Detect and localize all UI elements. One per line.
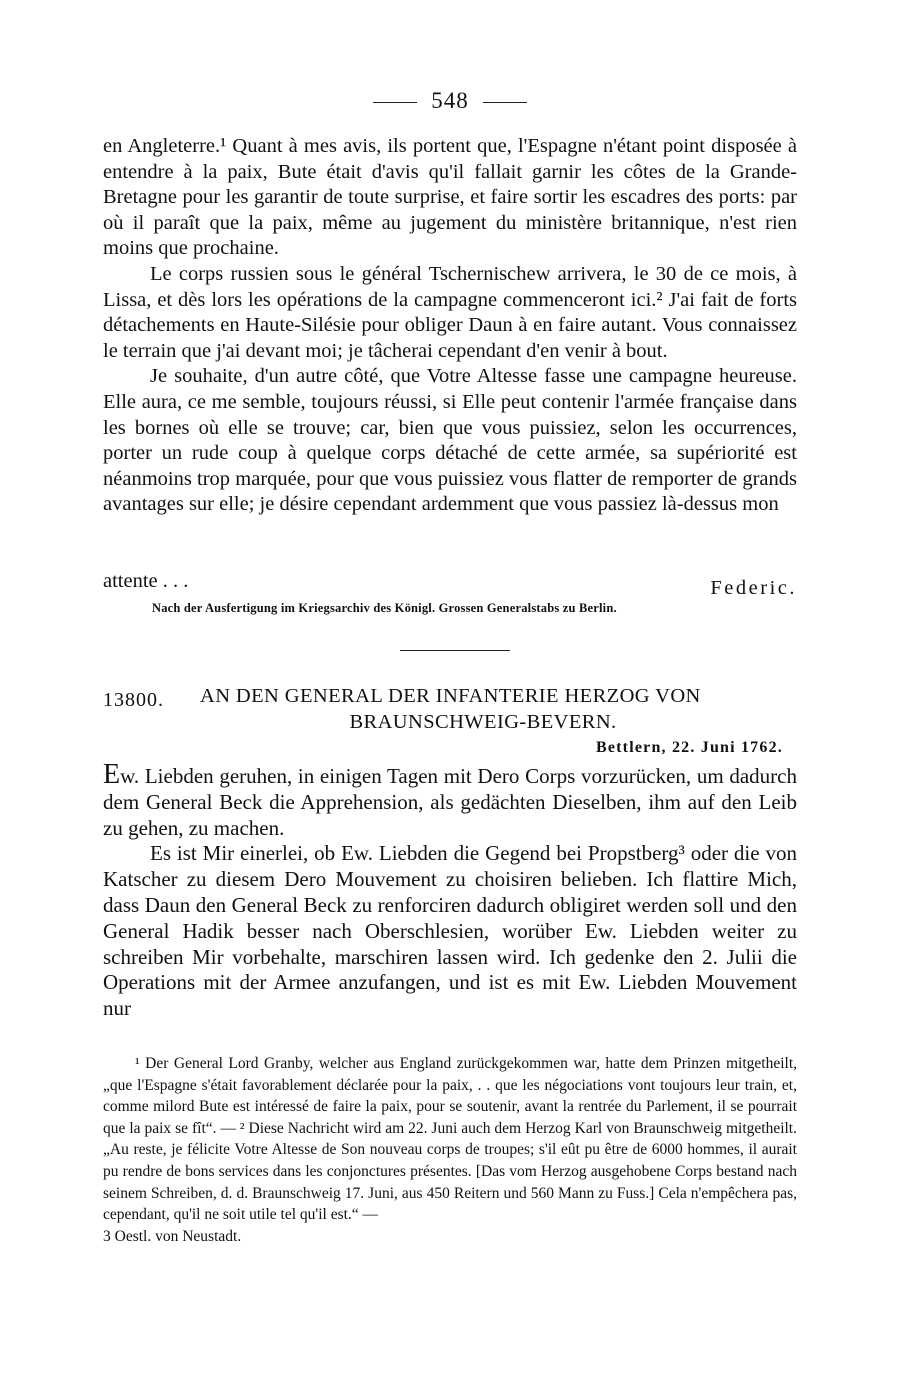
document-title-line2: BRAUNSCHWEIG-BEVERN. xyxy=(349,711,617,733)
footnote-3: 3 Oestl. von Neustadt. xyxy=(103,1227,242,1245)
document-title-line1: AN DEN GENERAL DER INFANTERIE HERZOG VON xyxy=(200,685,701,707)
initial-letter: E xyxy=(103,759,121,790)
paragraph: Je souhaite, d'un autre côté, que Votre Altesse fasse une campagne heureuse. Elle aura, ce me semble, toujours réussi, si Elle peut contenir l'armée française dans les bornes où elle se trouve; car, bien que vous puissiez, selon les occurrences, porter un rude coup à quelque corps détaché de cette armée, sa supériorité est néanmoins trop marquée, pour que vous puissiez vous flatter de remporter de grands avantages sur elle; je désire cependant ardemment que vous passiez là-dessus mon xyxy=(103,365,797,516)
section-divider xyxy=(400,650,510,651)
source-note: Nach der Ausfertigung im Kriegsarchiv des Königl. Grossen Generalstabs zu Berlin. xyxy=(152,601,617,615)
paragraph: Le corps russien sous le général Tschernischew arrivera, le 30 de ce mois, à Lissa, et dès lors les opérations de la campagne commenceront ici.² J'ai fait de forts détachements en Haute-Silésie pour obliger Daun à en faire autant. Vous connaissez le terrain que j'ai devant moi; je tâcherai cependant d'en venir à bout. xyxy=(103,262,797,362)
footnotes xyxy=(103,1053,797,1247)
letter-body xyxy=(103,759,797,1022)
closing-text: attente . . . xyxy=(103,570,189,592)
paragraph xyxy=(103,759,797,841)
paragraph-text: w. Liebden geruhen, in einigen Tagen mit Dero Corps vorzurücken, um dadurch dem General Beck die Apprehension, als gedächten Dieselben, ihm auf den Leib zu gehen, zu machen. xyxy=(103,764,797,840)
paragraph: en Angleterre.¹ Quant à mes avis, ils portent que, l'Espagne n'étant point disposée à entendre à la paix, Bute était d'avis qu'il fallait garnir les côtes de la Grande-Bretagne pour les garantir de toute surprise, et faire sortir les escadres des ports: par où il paraît que la paix, même au jugement du ministère britannique, n'est rien moins que prochaine. xyxy=(103,135,797,260)
letter-continuation xyxy=(103,134,797,518)
document-number: 13800. xyxy=(103,689,164,711)
header-dash-left xyxy=(373,102,417,103)
dateline: Bettlern, 22. Juni 1762. xyxy=(595,739,783,756)
header-dash-right xyxy=(483,102,527,103)
page-header xyxy=(0,88,900,114)
signature: Federic. xyxy=(710,577,797,599)
page-number: 548 xyxy=(431,88,469,113)
footnote-1-2: ¹ Der General Lord Granby, welcher aus England zurückgekommen war, hatte dem Prinzen mitgetheilt, „que l'Espagne s'était favorablement déclarée pour la paix, . . que les négociations vont toujours leur train, et, comme milord Bute est intéressé de faire la paix, pour se soutenir, avant la rentrée du Parlement, il se pourrait que la paix se fît“. — ² Diese Nachricht wird am 22. Juni auch dem Herzog Karl von Braunschweig mitgetheilt. „Au reste, je félicite Votre Altesse de Son nouveau corps de troupes; s'il eût pu être de 6000 hommes, il aurait pu rendre de bons services dans les conjonctures présentes. [Das vom Herzog ausgehobene Corps bestand nach seinem Schreiben, d. d. Braunschweig 17. Juni, aus 450 Reitern und 560 Mann zu Fuss.] Cela n'empêchera pas, cependant, qu'il ne soit utile tel qu'il est.“ — xyxy=(103,1055,797,1224)
paragraph: Es ist Mir einerlei, ob Ew. Liebden die Gegend bei Propstberg³ oder die von Katscher zu diesem Dero Mouvement zu choisiren belieben. Ich flattire Mich, dass Daun den General Beck zu renforciren dadurch obligiret werden soll und den General Hadik besser nach Oberschlesien, worüber Ew. Liebden weiter zu schreiben Mir vorbehalte, marschiren lassen wird. Ich gedenke den 2. Julii die Operations mit der Armee anzufangen, und ist es mit Ew. Liebden Mouvement nur xyxy=(103,841,797,1021)
